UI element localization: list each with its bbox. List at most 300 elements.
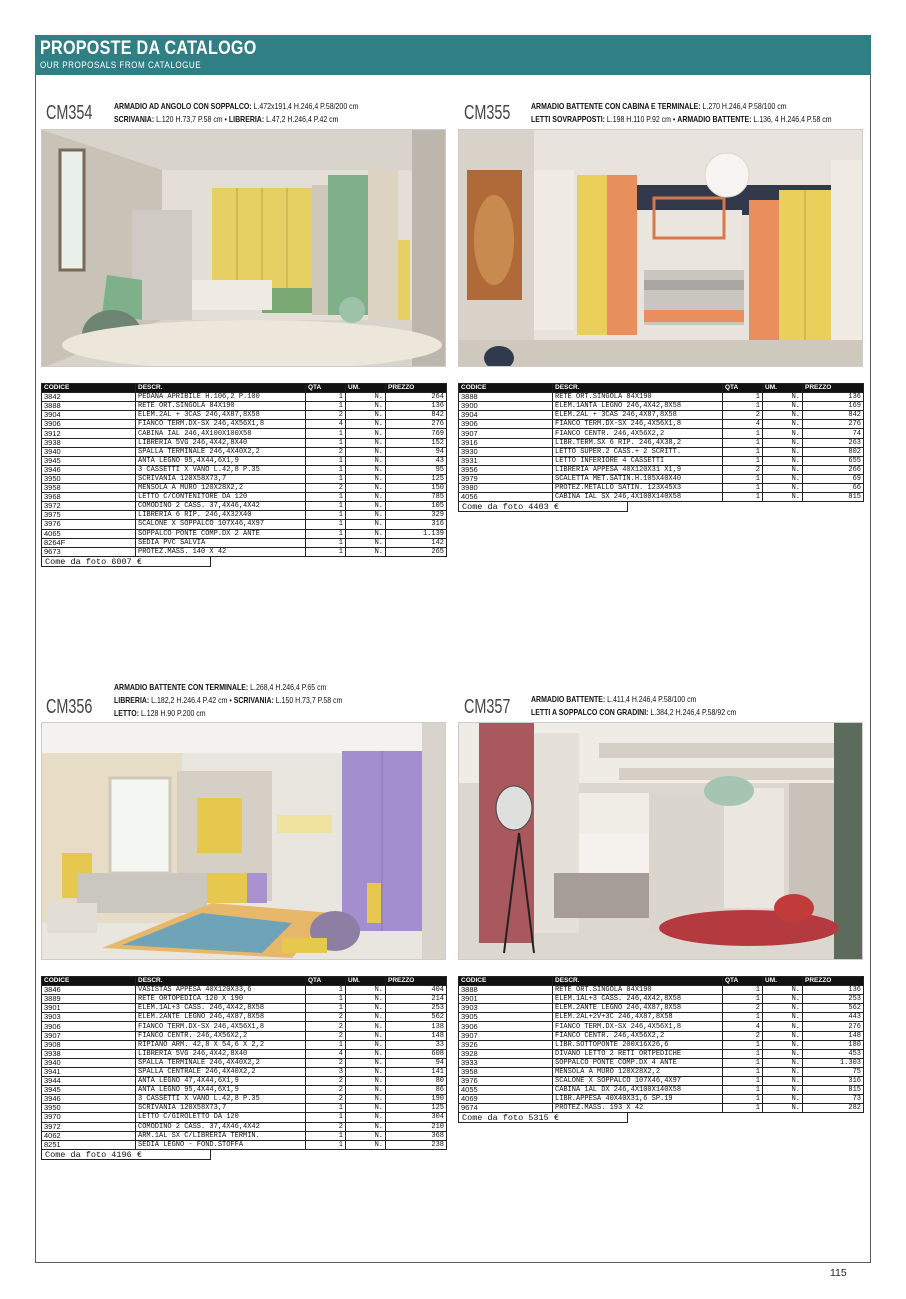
price-cell: 136 — [803, 986, 864, 995]
quantity-cell: 2 — [306, 1013, 346, 1022]
description-cell: SPALLA CENTRALE 246,4X40X2,2 — [136, 1067, 306, 1076]
table-row — [42, 402, 447, 411]
unit-cell: N. — [346, 1095, 386, 1104]
description-cell: LIBR.APPESA 40X40X31,6 SP.19 — [553, 1095, 723, 1104]
code-cell: 3938 — [42, 438, 136, 447]
description-cell: SPALLA TERMINALE 246,4X40X2,2 — [136, 1058, 306, 1067]
quantity-cell: 1 — [306, 465, 346, 474]
quantity-cell: 1 — [723, 438, 763, 447]
code-cell: 3888 — [459, 986, 553, 995]
unit-cell: N. — [346, 1067, 386, 1076]
description-line — [114, 707, 342, 720]
quantity-cell: 2 — [306, 1095, 346, 1104]
description-cell: LIBR.SOTTOPONTE 200X16X26,6 — [553, 1040, 723, 1049]
quantity-cell: 1 — [306, 538, 346, 547]
description-label: LETTI SOVRAPPOSTI: — [531, 114, 605, 124]
description-cell: PROTEZ.MASS. 193 X 42 — [553, 1104, 723, 1113]
column-header: DESCR. — [553, 977, 723, 986]
quantity-cell: 2 — [306, 1086, 346, 1095]
code-cell: 9673 — [42, 547, 136, 556]
unit-cell: N. — [346, 511, 386, 520]
unit-cell: N. — [346, 986, 386, 995]
quantity-cell: 2 — [306, 411, 346, 420]
description-cell: ELEM.2ANTE LEGNO 246,4X87,8X58 — [136, 1013, 306, 1022]
price-cell: 169 — [803, 402, 864, 411]
description-cell: PROTEZ.MASS. 140 X 42 — [136, 547, 306, 556]
description-cell: LETTO INFERIORE 4 CASSETTI — [553, 456, 723, 465]
column-header: QTA — [723, 384, 763, 393]
price-cell: 815 — [803, 493, 864, 502]
code-cell: 3946 — [42, 465, 136, 474]
table-row — [42, 995, 447, 1004]
code-cell: 3940 — [42, 1058, 136, 1067]
unit-cell: N. — [346, 1022, 386, 1031]
quantity-cell: 4 — [306, 420, 346, 429]
quantity-cell: 1 — [306, 529, 346, 538]
unit-cell: N. — [346, 1113, 386, 1122]
description-cell: RIPIANO ARM. 42,8 X 54,6 X 2,2 — [136, 1040, 306, 1049]
description-line — [114, 694, 342, 707]
price-cell: 316 — [803, 1077, 864, 1086]
description-cell: LIBRERIA APPESA 40X120X31 X1,9 — [553, 465, 723, 474]
code-cell: 3976 — [42, 520, 136, 529]
price-cell: 785 — [386, 493, 447, 502]
code-cell: 3970 — [42, 1113, 136, 1122]
price-cell: 276 — [803, 420, 864, 429]
unit-cell: N. — [763, 411, 803, 420]
unit-cell: N. — [346, 1104, 386, 1113]
description-label: ARMADIO BATTENTE CON CABINA E TERMINALE: — [531, 101, 701, 111]
description-dimensions: L.268,4 H.246,4 P.65 cm — [248, 682, 327, 692]
price-cell: 842 — [386, 411, 447, 420]
unit-cell: N. — [763, 420, 803, 429]
table-row — [42, 1131, 447, 1140]
code-cell: 3933 — [459, 1058, 553, 1067]
description-cell: ELEM.1AL+3 CASS. 246,4X42,8X58 — [136, 1004, 306, 1013]
description-dimensions: L.150 H.73,7 P.58 cm — [273, 695, 343, 705]
code-cell: 3906 — [459, 1022, 553, 1031]
unit-cell: N. — [346, 547, 386, 556]
quantity-cell: 1 — [723, 1104, 763, 1113]
table-row — [459, 1067, 864, 1076]
code-cell: 3908 — [42, 1040, 136, 1049]
code-cell: 3916 — [459, 438, 553, 447]
description-label: ARMADIO BATTENTE: — [677, 114, 752, 124]
price-cell: 73 — [803, 1095, 864, 1104]
unit-cell: N. — [763, 1077, 803, 1086]
price-cell: 125 — [386, 474, 447, 483]
table-row — [42, 465, 447, 474]
description-label: LIBRERIA: — [114, 695, 150, 705]
quantity-cell: 1 — [306, 502, 346, 511]
table-header — [459, 977, 864, 986]
description-cell: CABINA 1AL DX 246,4X100X140X58 — [553, 1086, 723, 1095]
price-cell: 608 — [386, 1049, 447, 1058]
description-cell: FIANCO CENTR. 246,4X56X2,2 — [553, 1031, 723, 1040]
price-cell: 815 — [803, 1086, 864, 1095]
column-header: UM. — [763, 977, 803, 986]
quantity-cell: 1 — [306, 1140, 346, 1149]
code-cell: 4062 — [42, 1131, 136, 1140]
table-row — [42, 502, 447, 511]
unit-cell: N. — [763, 484, 803, 493]
unit-cell: N. — [763, 1049, 803, 1058]
unit-cell: N. — [346, 1140, 386, 1149]
quantity-cell: 1 — [306, 511, 346, 520]
description-line — [114, 113, 358, 126]
code-cell: 3972 — [42, 1122, 136, 1131]
column-header: QTA — [723, 977, 763, 986]
table-row — [42, 1077, 447, 1086]
code-cell: 3903 — [459, 1004, 553, 1013]
code-cell: 3906 — [459, 420, 553, 429]
quantity-cell: 1 — [723, 393, 763, 402]
table-row — [42, 1095, 447, 1104]
quantity-cell: 1 — [306, 520, 346, 529]
code-cell: 3907 — [42, 1031, 136, 1040]
table-row — [459, 447, 864, 456]
table-row — [459, 1095, 864, 1104]
code-cell: 4056 — [459, 493, 553, 502]
description-dimensions: L.198 H.110 P.92 cm • — [604, 114, 678, 124]
price-cell: 43 — [386, 456, 447, 465]
column-header: DESCR. — [136, 384, 306, 393]
description-line — [114, 681, 342, 694]
total-price: Come da foto 5315 € — [458, 1112, 628, 1123]
price-cell: 453 — [803, 1049, 864, 1058]
description-cell: COMODINO 2 CASS. 37,4X46,4X42 — [136, 502, 306, 511]
table-row — [459, 438, 864, 447]
unit-cell: N. — [763, 1004, 803, 1013]
price-cell: 276 — [803, 1022, 864, 1031]
code-cell: 3926 — [459, 1040, 553, 1049]
description-cell: RETE ORT.SINGOLA 84X190 — [553, 986, 723, 995]
price-cell: 265 — [386, 547, 447, 556]
description-line — [114, 100, 358, 113]
unit-cell: N. — [346, 484, 386, 493]
page-number: 115 — [830, 1267, 847, 1279]
description-cell: FIANCO CENTR. 246,4X56X2,2 — [553, 429, 723, 438]
table-row — [42, 393, 447, 402]
table-row — [459, 1031, 864, 1040]
total-price: Come da foto 4196 € — [41, 1149, 211, 1160]
unit-cell: N. — [763, 402, 803, 411]
description-cell: 3 CASSETTI X VANO L.42,8 P.35 — [136, 465, 306, 474]
description-cell: CABINA IAL 246,4X100X100X58 — [136, 429, 306, 438]
description-cell: SEDIA PVC SALVIA — [136, 538, 306, 547]
price-cell: 190 — [386, 1095, 447, 1104]
code-cell: 3842 — [42, 393, 136, 402]
quantity-cell: 2 — [723, 411, 763, 420]
description-cell: PROTEZ.METALLO SATIN. 123X45X3 — [553, 484, 723, 493]
product-code: CM356 — [46, 696, 93, 718]
code-cell: 3906 — [42, 1022, 136, 1031]
description-cell: ELEM.2AL + 3CAS 246,4X87,8X58 — [553, 411, 723, 420]
code-cell: 3912 — [42, 429, 136, 438]
unit-cell: N. — [346, 447, 386, 456]
quantity-cell: 1 — [723, 456, 763, 465]
table-row — [42, 456, 447, 465]
description-dimensions: L.182,2 H.246.4 P.42 cm • — [149, 695, 234, 705]
room-photo-cm357 — [458, 722, 863, 960]
table-row — [459, 474, 864, 483]
price-cell: 276 — [386, 420, 447, 429]
price-cell: 263 — [803, 438, 864, 447]
quantity-cell: 1 — [306, 402, 346, 411]
table-row — [42, 1049, 447, 1058]
column-header: QTA — [306, 977, 346, 986]
description-cell: VASISTAS APPESA 40X120X33,6 — [136, 986, 306, 995]
price-cell: 1.139 — [386, 529, 447, 538]
code-cell: 3956 — [459, 465, 553, 474]
table-row — [42, 529, 447, 538]
code-cell: 3904 — [459, 411, 553, 420]
description-cell: FIANCO TERM.DX-SX 246,4X56X1,8 — [553, 1022, 723, 1031]
quantity-cell: 2 — [723, 465, 763, 474]
price-cell: 94 — [386, 447, 447, 456]
price-cell: 264 — [386, 393, 447, 402]
quantity-cell: 1 — [306, 456, 346, 465]
code-cell: 3950 — [42, 1104, 136, 1113]
quantity-cell: 1 — [306, 1004, 346, 1013]
code-cell: 3904 — [42, 411, 136, 420]
table-row — [42, 1031, 447, 1040]
code-cell: 3907 — [459, 1031, 553, 1040]
page-title: PROPOSTE DA CATALOGO — [40, 38, 257, 59]
description-cell: ARM.1AL SX C/LIBRERIA TERMIN. — [136, 1131, 306, 1140]
room-photo-cm354 — [41, 129, 446, 367]
description-cell: SCALETTA MET.SATIN.H.105X40X40 — [553, 474, 723, 483]
code-cell: 3941 — [42, 1067, 136, 1076]
unit-cell: N. — [763, 995, 803, 1004]
unit-cell: N. — [346, 456, 386, 465]
quantity-cell: 1 — [723, 1086, 763, 1095]
quantity-cell: 2 — [723, 1031, 763, 1040]
table-row — [459, 484, 864, 493]
unit-cell: N. — [763, 1086, 803, 1095]
column-header: DESCR. — [553, 384, 723, 393]
table-row — [459, 1013, 864, 1022]
quantity-cell: 1 — [723, 1067, 763, 1076]
unit-cell: N. — [763, 393, 803, 402]
table-row — [42, 484, 447, 493]
total-price: Come da foto 6007 € — [41, 556, 211, 567]
quantity-cell: 1 — [306, 995, 346, 1004]
price-cell: 404 — [386, 986, 447, 995]
table-row — [42, 1013, 447, 1022]
room-photo-cm356 — [41, 722, 446, 960]
code-cell: 3958 — [42, 484, 136, 493]
quantity-cell: 1 — [306, 1104, 346, 1113]
product-code: CM357 — [464, 696, 511, 718]
table-row — [459, 1077, 864, 1086]
description-cell: SEDIA LEGNO - FOND.STOFFA — [136, 1140, 306, 1149]
catalogue-banner — [35, 35, 871, 75]
table-row — [459, 465, 864, 474]
quantity-cell: 1 — [723, 474, 763, 483]
code-cell: 3944 — [42, 1077, 136, 1086]
unit-cell: N. — [346, 995, 386, 1004]
code-cell: 3888 — [459, 393, 553, 402]
price-cell: 150 — [386, 484, 447, 493]
code-cell: 3900 — [459, 402, 553, 411]
unit-cell: N. — [346, 465, 386, 474]
description-cell: SCRIVANIA 120X58X73,7 — [136, 1104, 306, 1113]
unit-cell: N. — [346, 402, 386, 411]
unit-cell: N. — [763, 1058, 803, 1067]
price-cell: 282 — [803, 1104, 864, 1113]
unit-cell: N. — [763, 447, 803, 456]
quantity-cell: 1 — [723, 447, 763, 456]
description-dimensions: L.120 H.73,7 P.58 cm • — [154, 114, 229, 124]
table-header — [42, 384, 447, 393]
table-row — [42, 1122, 447, 1131]
column-header: PREZZO — [386, 384, 447, 393]
page-subtitle: OUR PROPOSALS FROM CATALOGUE — [40, 60, 202, 71]
description-label: LIBRERIA: — [228, 114, 265, 124]
table-row — [459, 456, 864, 465]
price-cell: 136 — [386, 402, 447, 411]
table-row — [42, 420, 447, 429]
table-row — [459, 393, 864, 402]
table-row — [42, 986, 447, 995]
column-header: CODICE — [42, 384, 136, 393]
code-cell: 3958 — [459, 1067, 553, 1076]
description-cell: ANTA LEGNO 95,4X44,6X1,9 — [136, 1086, 306, 1095]
product-code: CM355 — [464, 102, 511, 124]
price-cell: 142 — [386, 538, 447, 547]
unit-cell: N. — [346, 538, 386, 547]
table-row — [459, 1049, 864, 1058]
unit-cell: N. — [346, 1013, 386, 1022]
description-line — [531, 693, 736, 706]
unit-cell: N. — [346, 420, 386, 429]
table-row — [459, 1040, 864, 1049]
column-header: UM. — [346, 977, 386, 986]
table-row — [42, 1040, 447, 1049]
quantity-cell: 1 — [306, 429, 346, 438]
price-table-cm356 — [41, 976, 447, 1150]
unit-cell: N. — [346, 393, 386, 402]
code-cell: 3975 — [42, 511, 136, 520]
unit-cell: N. — [346, 1058, 386, 1067]
table-row — [459, 402, 864, 411]
price-cell: 136 — [803, 393, 864, 402]
price-cell: 152 — [386, 438, 447, 447]
description-cell: COMODINO 2 CASS. 37,4X46,4X42 — [136, 1122, 306, 1131]
column-header: UM. — [763, 384, 803, 393]
code-cell: 3903 — [42, 1013, 136, 1022]
quantity-cell: 1 — [723, 1013, 763, 1022]
price-cell: 562 — [803, 1004, 864, 1013]
quantity-cell: 1 — [306, 1131, 346, 1140]
code-cell: 3938 — [42, 1049, 136, 1058]
quantity-cell: 1 — [306, 986, 346, 995]
price-cell: 842 — [803, 411, 864, 420]
table-row — [42, 1086, 447, 1095]
price-table-cm355 — [458, 383, 864, 502]
description-cell: FIANCO TERM.DX-SX 246,4X56X1,8 — [553, 420, 723, 429]
code-cell: 3905 — [459, 1013, 553, 1022]
unit-cell: N. — [346, 1031, 386, 1040]
unit-cell: N. — [346, 1131, 386, 1140]
price-cell: 214 — [386, 995, 447, 1004]
code-cell: 8251 — [42, 1140, 136, 1149]
unit-cell: N. — [346, 1077, 386, 1086]
price-cell: 253 — [803, 995, 864, 1004]
unit-cell: N. — [346, 438, 386, 447]
table-row — [42, 1113, 447, 1122]
quantity-cell: 2 — [306, 1058, 346, 1067]
quantity-cell: 2 — [306, 447, 346, 456]
table-row — [42, 538, 447, 547]
column-header: DESCR. — [136, 977, 306, 986]
price-cell: 329 — [386, 511, 447, 520]
unit-cell: N. — [763, 1104, 803, 1113]
unit-cell: N. — [346, 520, 386, 529]
code-cell: 9674 — [459, 1104, 553, 1113]
description-cell: MENSOLA A MURO 120X28X2,2 — [553, 1067, 723, 1076]
table-row — [42, 474, 447, 483]
unit-cell: N. — [763, 1022, 803, 1031]
description-cell: RETE ORT.SINGOLA 84X190 — [553, 393, 723, 402]
table-row — [42, 429, 447, 438]
description-cell: MENSOLA A MURO 120X28X2,2 — [136, 484, 306, 493]
quantity-cell: 1 — [306, 1113, 346, 1122]
description-cell: ELEM.2ANTE LEGNO 246,4X87,8X58 — [553, 1004, 723, 1013]
table-row — [42, 1022, 447, 1031]
quantity-cell: 1 — [723, 402, 763, 411]
code-cell: 3946 — [42, 1095, 136, 1104]
price-cell: 316 — [386, 520, 447, 529]
product-description — [114, 681, 342, 720]
description-dimensions: L.136, 4 H.246,4 P.58 cm — [751, 114, 832, 124]
description-cell: LIBRERIA 5VG 246,4X42,8X40 — [136, 438, 306, 447]
unit-cell: N. — [763, 429, 803, 438]
description-cell: LETTO C/CONTENITORE DA 120 — [136, 493, 306, 502]
price-cell: 562 — [386, 1013, 447, 1022]
table-row — [42, 1004, 447, 1013]
price-cell: 138 — [386, 1022, 447, 1031]
unit-cell: N. — [763, 1095, 803, 1104]
quantity-cell: 4 — [723, 420, 763, 429]
table-row — [42, 447, 447, 456]
table-row — [42, 411, 447, 420]
code-cell: 3972 — [42, 502, 136, 511]
quantity-cell: 1 — [723, 1095, 763, 1104]
price-cell: 238 — [386, 1140, 447, 1149]
quantity-cell: 2 — [306, 1022, 346, 1031]
quantity-cell: 1 — [723, 986, 763, 995]
column-header: CODICE — [459, 977, 553, 986]
description-cell: FIANCO CENTR. 246,4X56X2,2 — [136, 1031, 306, 1040]
table-row — [42, 493, 447, 502]
unit-cell: N. — [763, 438, 803, 447]
unit-cell: N. — [346, 1049, 386, 1058]
code-cell: 3976 — [459, 1077, 553, 1086]
table-row — [459, 995, 864, 1004]
price-table-cm357 — [458, 976, 864, 1113]
price-cell: 105 — [386, 502, 447, 511]
price-cell: 180 — [803, 1040, 864, 1049]
table-header — [459, 384, 864, 393]
table-row — [42, 1104, 447, 1113]
description-cell: SCRIVANIA 120X58X73,7 — [136, 474, 306, 483]
product-description — [531, 100, 832, 126]
description-line — [531, 100, 832, 113]
price-cell: 33 — [386, 1040, 447, 1049]
table-row — [459, 411, 864, 420]
